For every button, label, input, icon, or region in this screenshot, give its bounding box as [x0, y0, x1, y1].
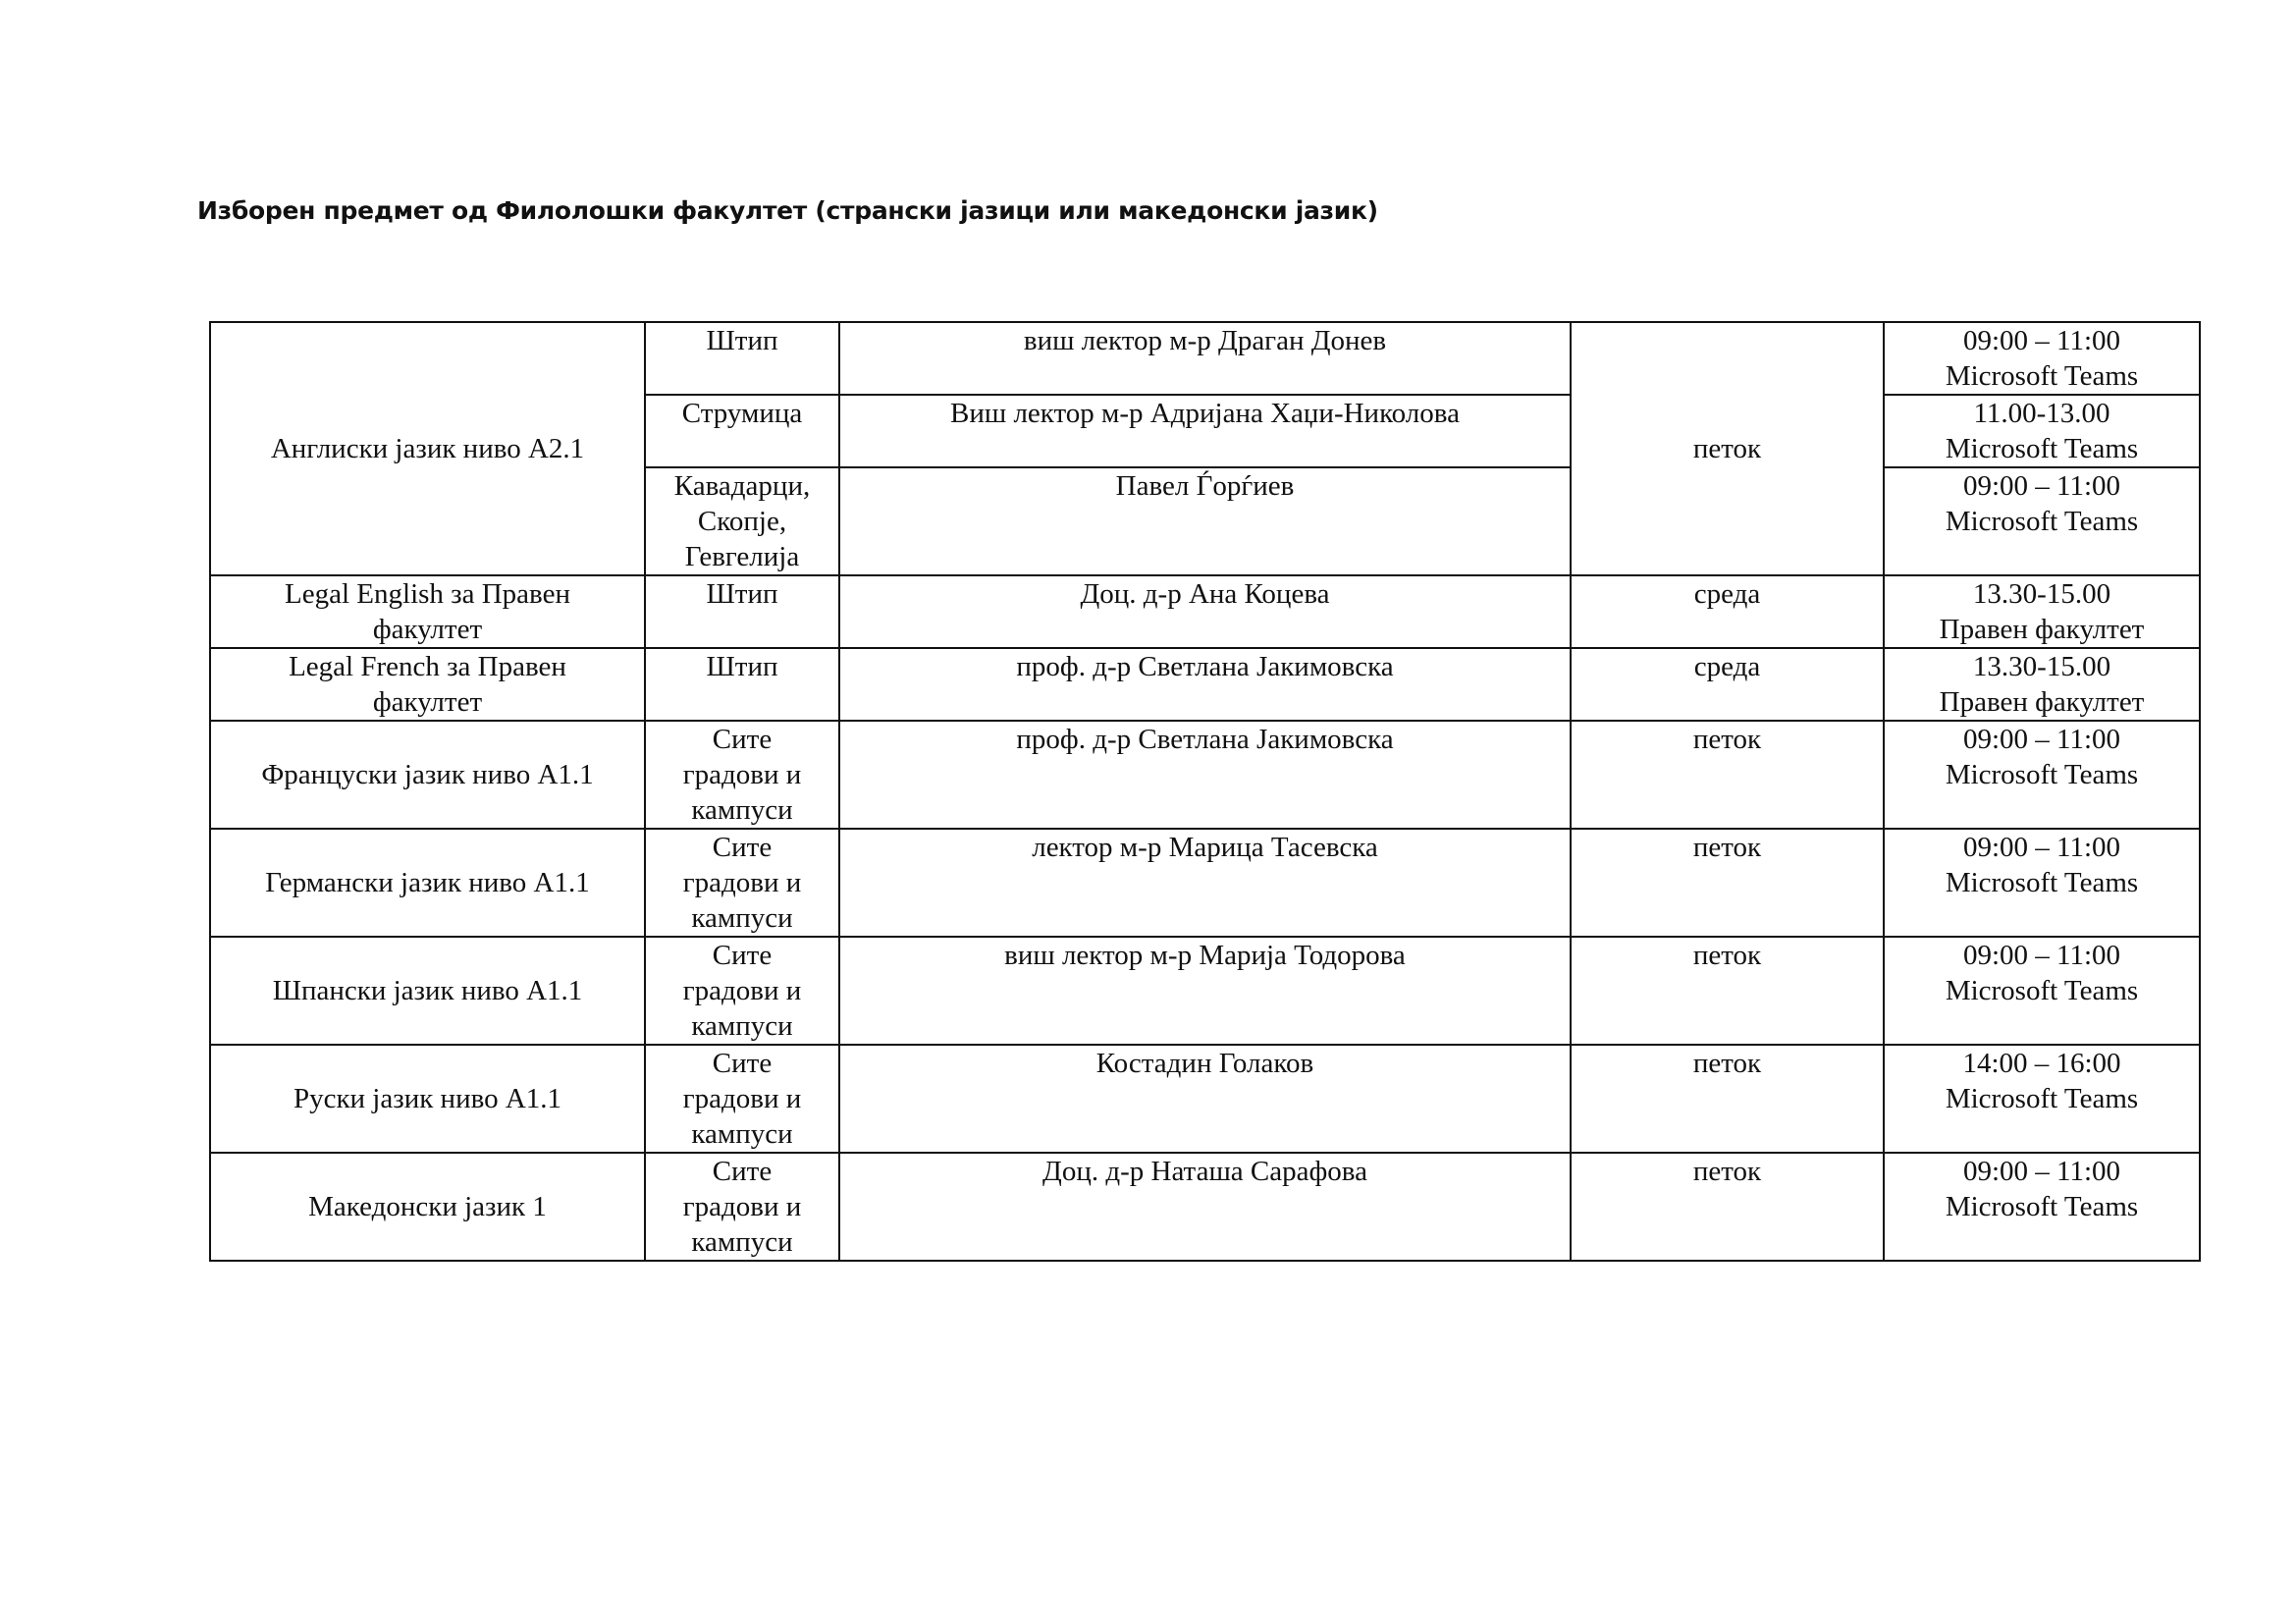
time-cell [1884, 1153, 2200, 1261]
subject-line: Legal French за Правен [289, 651, 566, 682]
time-cell [1884, 937, 2200, 1045]
day-cell: петок [1571, 829, 1884, 937]
city-line: Гевгелија [684, 541, 800, 572]
city-line: кампуси [691, 902, 793, 934]
city-line: Кавадарци, [673, 470, 811, 502]
table-row [210, 575, 2200, 648]
subject-line: факултет [372, 614, 483, 645]
time-value: 13.30-15.00 [1972, 578, 2111, 610]
time-value: 09:00 – 11:00 [1962, 940, 2121, 971]
city-line: градови и [682, 759, 802, 790]
table-row [210, 937, 2200, 1045]
time-cell [1884, 829, 2200, 937]
teacher-cell: Доц. д-р Наташа Сарафова [839, 1153, 1571, 1261]
city-line: кампуси [691, 794, 793, 826]
place-value: Microsoft Teams [1945, 759, 2139, 790]
table-row [210, 648, 2200, 721]
teacher-cell: проф. д-р Светлана Јакимовска [839, 721, 1571, 829]
city-cell [645, 721, 839, 829]
teacher-cell: лектор м-р Марица Тасевска [839, 829, 1571, 937]
place-value: Правен факултет [1939, 686, 2145, 718]
teacher-cell: виш лектор м-р Марија Тодорова [839, 937, 1571, 1045]
time-value: 09:00 – 11:00 [1962, 470, 2121, 502]
time-value: 09:00 – 11:00 [1962, 1156, 2121, 1187]
subject-cell: Француски јазик ниво А1.1 [210, 721, 645, 829]
table-row [210, 721, 2200, 829]
table-row [210, 1153, 2200, 1261]
teacher-cell: Павел Ѓорѓиев [839, 467, 1571, 575]
city-cell: Штип [645, 575, 839, 648]
time-value: 09:00 – 11:00 [1962, 325, 2121, 356]
day-cell: петок [1571, 1153, 1884, 1261]
subject-cell: Руски јазик ниво А1.1 [210, 1045, 645, 1153]
day-cell: среда [1571, 575, 1884, 648]
time-value: 09:00 – 11:00 [1962, 724, 2121, 755]
city-line: Скопје, [697, 506, 787, 537]
city-line: кампуси [691, 1010, 793, 1042]
place-value: Microsoft Teams [1945, 360, 2139, 392]
day-cell: среда [1571, 648, 1884, 721]
city-cell: Штип [645, 648, 839, 721]
time-cell [1884, 1045, 2200, 1153]
city-cell [645, 829, 839, 937]
city-line: Сите [712, 1156, 773, 1187]
city-cell: Струмица [645, 395, 839, 467]
city-line: Сите [712, 832, 773, 863]
subject-line: Legal English за Правен [285, 578, 570, 610]
city-line: кампуси [691, 1226, 793, 1258]
subject-cell [210, 575, 645, 648]
time-cell [1884, 322, 2200, 395]
day-cell: петок [1571, 721, 1884, 829]
place-value: Microsoft Teams [1945, 1191, 2139, 1222]
table-row [210, 322, 2200, 395]
city-line: градови и [682, 975, 802, 1006]
city-cell: Штип [645, 322, 839, 395]
city-line: кампуси [691, 1118, 793, 1150]
place-value: Microsoft Teams [1945, 867, 2139, 898]
place-value: Microsoft Teams [1945, 506, 2139, 537]
city-line: градови и [682, 1191, 802, 1222]
time-cell [1884, 467, 2200, 575]
city-line: Сите [712, 1048, 773, 1079]
place-value: Microsoft Teams [1945, 433, 2139, 464]
page-heading: Изборен предмет од Филолошки факултет (странски јазици или македонски јазик) [197, 196, 1378, 225]
time-value: 09:00 – 11:00 [1962, 832, 2121, 863]
teacher-cell: Виш лектор м-р Адријана Хаџи-Николова [839, 395, 1571, 467]
city-cell [645, 1153, 839, 1261]
schedule-table [209, 321, 2201, 1262]
time-cell [1884, 648, 2200, 721]
subject-line: факултет [372, 686, 483, 718]
teacher-cell: виш лектор м-р Драган Донев [839, 322, 1571, 395]
teacher-cell: Доц. д-р Ана Коцева [839, 575, 1571, 648]
city-line: градови и [682, 867, 802, 898]
day-cell: петок [1571, 1045, 1884, 1153]
city-cell [645, 467, 839, 575]
place-value: Microsoft Teams [1945, 1083, 2139, 1114]
place-value: Правен факултет [1939, 614, 2145, 645]
time-value: 14:00 – 16:00 [1962, 1048, 2121, 1079]
table-row [210, 829, 2200, 937]
city-cell [645, 1045, 839, 1153]
time-cell [1884, 721, 2200, 829]
city-line: градови и [682, 1083, 802, 1114]
subject-cell: Македонски јазик 1 [210, 1153, 645, 1261]
teacher-cell: Костадин Голаков [839, 1045, 1571, 1153]
time-cell [1884, 575, 2200, 648]
teacher-cell: проф. д-р Светлана Јакимовска [839, 648, 1571, 721]
city-line: Сите [712, 940, 773, 971]
place-value: Microsoft Teams [1945, 975, 2139, 1006]
time-value: 13.30-15.00 [1972, 651, 2111, 682]
day-cell: петок [1571, 937, 1884, 1045]
table-row [210, 1045, 2200, 1153]
time-cell [1884, 395, 2200, 467]
time-value: 11.00-13.00 [1973, 398, 2110, 429]
day-cell: петок [1571, 322, 1884, 575]
subject-cell: Германски јазик ниво А1.1 [210, 829, 645, 937]
subject-cell: Англиски јазик ниво А2.1 [210, 322, 645, 575]
city-cell [645, 937, 839, 1045]
subject-cell [210, 648, 645, 721]
city-line: Сите [712, 724, 773, 755]
subject-cell: Шпански јазик ниво А1.1 [210, 937, 645, 1045]
